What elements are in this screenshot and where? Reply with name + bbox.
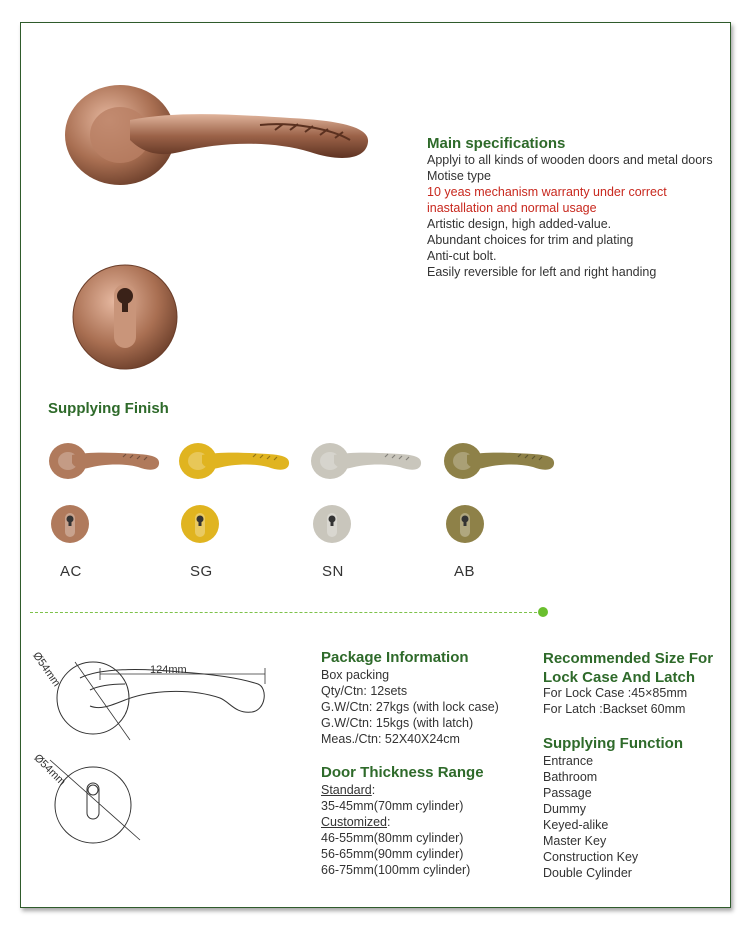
package-line: Box packing: [321, 668, 390, 682]
package-line: Meas./Ctn: 52X40X24cm: [321, 732, 460, 746]
finish-code-sn: SN: [322, 563, 344, 580]
recommended-title-line: Lock Case And Latch: [543, 669, 695, 686]
finish-swatch-sg: [178, 435, 293, 555]
package-list: [321, 667, 499, 747]
function-title: Supplying Function: [543, 735, 683, 752]
door-thickness-title: Door Thickness Range: [321, 764, 484, 781]
spec-line: Motise type: [427, 169, 491, 183]
finish-code-ab: AB: [454, 563, 476, 580]
function-item: Passage: [543, 786, 592, 800]
spec-line: Anti-cut bolt.: [427, 249, 497, 263]
warranty-line: inastallation and normal usage: [427, 201, 597, 215]
main-specs-title: Main specifications: [427, 135, 566, 152]
recommended-title-line: Recommended Size For: [543, 650, 714, 667]
function-item: Master Key: [543, 834, 607, 848]
recommended-line: For Latch :Backset 60mm: [543, 702, 686, 716]
warranty-line: 10 yeas mechanism warranty under correct: [427, 185, 667, 199]
thickness-line: 66-75mm(100mm cylinder): [321, 863, 471, 877]
section-divider: [30, 612, 542, 613]
dimension-diameter-top: Ø54mm: [30, 650, 63, 689]
finish-code-ac: AC: [60, 563, 82, 580]
package-title: Package Information: [321, 649, 469, 666]
recommended-list: [543, 685, 687, 717]
spec-line: Abundant choices for trim and plating: [427, 233, 634, 247]
finish-swatch-ac: [48, 435, 163, 555]
package-line: G.W/Ctn: 15kgs (with latch): [321, 716, 474, 730]
thickness-line: 56-65mm(90mm cylinder): [321, 847, 464, 861]
standard-label: Standard: [321, 783, 372, 797]
spec-line: Artistic design, high added-value.: [427, 217, 612, 231]
main-specs-list: [427, 152, 713, 280]
thickness-line: 46-55mm(80mm cylinder): [321, 831, 464, 845]
finish-title: Supplying Finish: [48, 400, 169, 417]
divider-dot: [538, 607, 548, 617]
lever-handle-image: [60, 80, 380, 200]
dimension-length: 124mm: [150, 664, 187, 676]
finish-code-sg: SG: [190, 563, 213, 580]
door-thickness-list: Standard: 35-45mm(70mm cylinder) Customized: 46-55mm(80mm cylinder) 56-65mm(90mm cylinder) 66-75mm(100mm cylinder): [321, 783, 471, 877]
function-item: Dummy: [543, 802, 587, 816]
package-line: G.W/Ctn: 27kgs (with lock case): [321, 700, 499, 714]
function-item: Entrance: [543, 754, 594, 768]
dimension-diameter-bottom: Ø54mm: [31, 752, 68, 789]
thickness-line: 35-45mm(70mm cylinder): [321, 799, 464, 813]
spec-line: Applyi to all kinds of wooden doors and metal doors: [427, 153, 713, 167]
recommended-title: [543, 649, 713, 687]
function-item: Double Cylinder: [543, 866, 632, 880]
function-item: Keyed-alike: [543, 818, 609, 832]
customized-label: Customized: [321, 815, 387, 829]
function-item: Bathroom: [543, 770, 598, 784]
finish-swatch-sn: [310, 435, 425, 555]
function-item: Construction Key: [543, 850, 639, 864]
spec-line: Easily reversible for left and right handing: [427, 265, 657, 279]
finish-swatch-ab: [443, 435, 558, 555]
escutcheon-image: [70, 262, 180, 372]
function-list: [543, 753, 638, 881]
recommended-line: For Lock Case :45×85mm: [543, 686, 688, 700]
package-line: Qty/Ctn: 12sets: [321, 684, 408, 698]
